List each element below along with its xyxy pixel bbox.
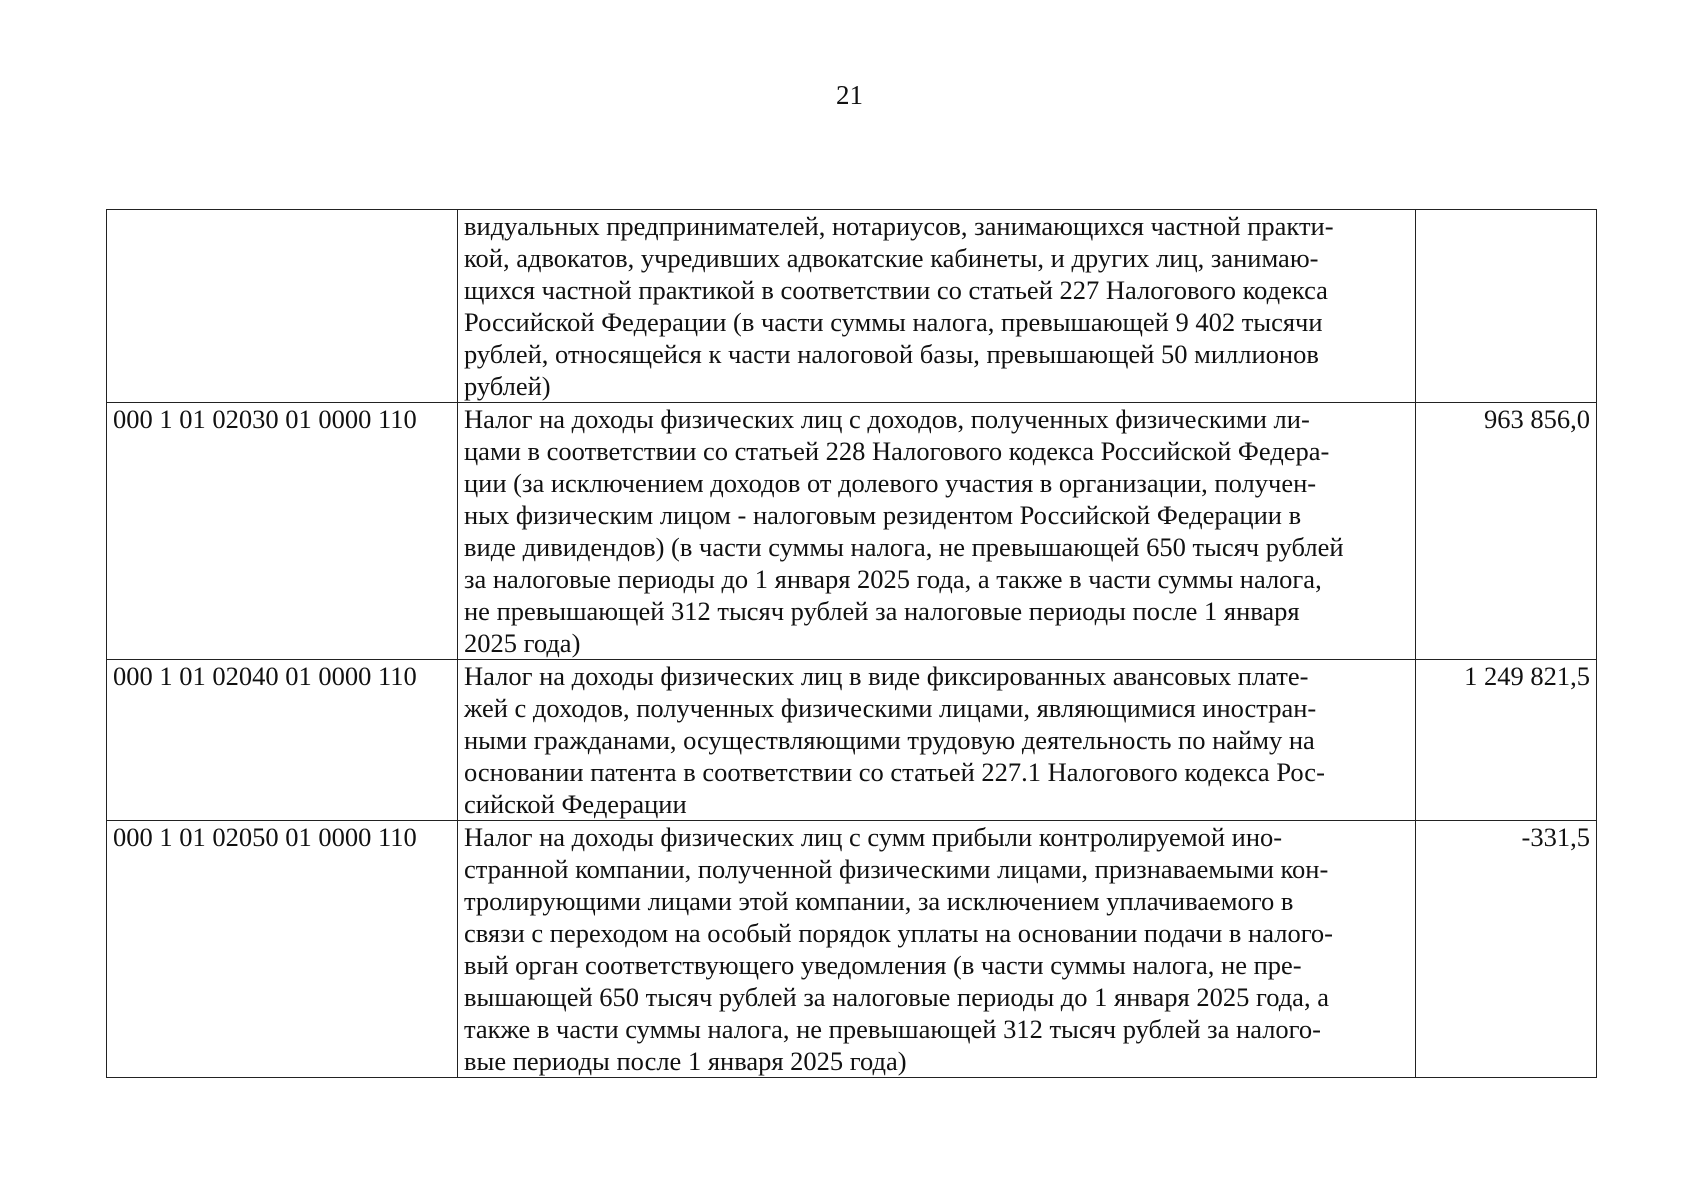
description-line: связи с переходом на особый порядок уплаты на основании подачи в налого- [464,918,1333,948]
description-line: видуальных предпринимателей, нотариусов, занимающихся частной практи- [464,211,1334,241]
revenue-table [106,209,1597,1078]
revenue-description [458,660,1416,821]
revenue-description [458,403,1416,660]
budget-code: 000 1 01 02050 01 0000 110 [107,821,458,1078]
revenue-description [458,821,1416,1078]
description-line: Российской Федерации (в части суммы налога, превышающей 9 402 тысячи [464,307,1323,337]
table-row [107,403,1597,660]
table-row [107,660,1597,821]
description-line: Налог на доходы физических лиц в виде фиксированных авансовых плате- [464,661,1309,691]
amount: 963 856,0 [1416,403,1597,660]
description-line: жей с доходов, полученных физическими лицами, являющимися иностран- [464,693,1317,723]
budget-code [107,210,458,403]
table-row [107,210,1597,403]
description-line: щихся частной практикой в соответствии со статьей 227 Налогового кодекса [464,275,1328,305]
description-line: рублей) [464,371,551,401]
description-line: странной компании, полученной физическими лицами, признаваемыми кон- [464,854,1329,884]
description-line: вышающей 650 тысяч рублей за налоговые периоды до 1 января 2025 года, а [464,982,1329,1012]
description-line: Налог на доходы физических лиц с доходов, полученных физическими ли- [464,404,1310,434]
amount: 1 249 821,5 [1416,660,1597,821]
description-line: также в части суммы налога, не превышающей 312 тысяч рублей за налого- [464,1014,1321,1044]
budget-code: 000 1 01 02030 01 0000 110 [107,403,458,660]
description-line: ции (за исключением доходов от долевого участия в организации, получен- [464,468,1317,498]
description-line: цами в соответствии со статьей 228 Налогового кодекса Российской Федера- [464,436,1330,466]
description-line: за налоговые периоды до 1 января 2025 года, а также в части суммы налога, [464,564,1322,594]
revenue-description [458,210,1416,403]
description-line: основании патента в соответствии со статьей 227.1 Налогового кодекса Рос- [464,757,1325,787]
table-row [107,821,1597,1078]
amount [1416,210,1597,403]
description-line: рублей, относящейся к части налоговой базы, превышающей 50 миллионов [464,339,1319,369]
budget-code: 000 1 01 02040 01 0000 110 [107,660,458,821]
description-line: вые периоды после 1 января 2025 года) [464,1046,907,1076]
description-line: ными гражданами, осуществляющими трудовую деятельность по найму на [464,725,1315,755]
description-line: не превышающей 312 тысяч рублей за налоговые периоды после 1 января [464,596,1300,626]
description-line: 2025 года) [464,628,581,658]
amount: -331,5 [1416,821,1597,1078]
description-line: Налог на доходы физических лиц с сумм прибыли контролируемой ино- [464,822,1283,852]
table-body [107,210,1597,1078]
description-line: вый орган соответствующего уведомления (в части суммы налога, не пре- [464,950,1302,980]
description-line: виде дивидендов) (в части суммы налога, не превышающей 650 тысяч рублей [464,532,1344,562]
description-line: сийской Федерации [464,789,687,819]
description-line: ных физическим лицом - налоговым резидентом Российской Федерации в [464,500,1302,530]
description-line: кой, адвокатов, учредивших адвокатские кабинеты, и других лиц, занимаю- [464,243,1319,273]
page-number: 21 [836,80,863,110]
description-line: тролирующими лицами этой компании, за исключением уплачиваемого в [464,886,1294,916]
